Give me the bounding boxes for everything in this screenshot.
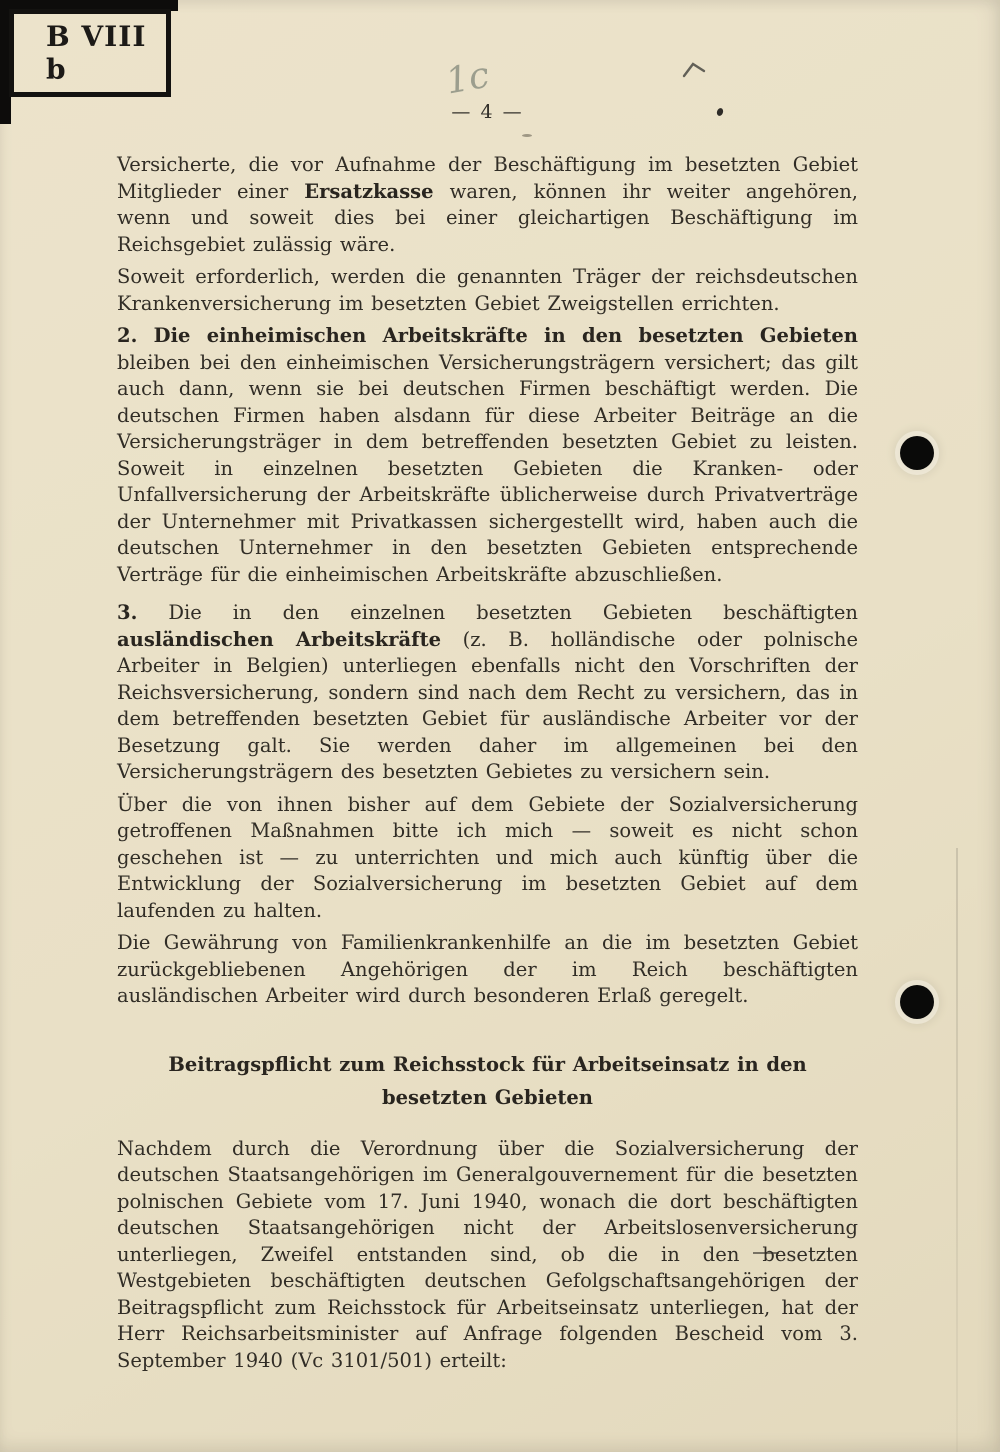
bold-run: ausländischen Arbeitskräfte <box>117 627 441 651</box>
heading-text: Beitragspflicht zum Reichsstock für Arbeitseinsatz in den besetzten Gebieten <box>168 1052 807 1109</box>
text-run: waren, können ihr weiter angehören, wenn und soweit dies bei einer gleichartigen Beschäftigung im Reichsgebiet zulässig wäre. <box>117 179 859 256</box>
bold-run: 3. <box>117 601 138 624</box>
hole-punch-top <box>900 436 934 470</box>
pencil-mark-icon <box>680 58 710 84</box>
paragraph-massnahmen <box>117 792 858 925</box>
text-run: Die in den einzelnen besetzten Gebieten beschäftigten <box>137 601 858 624</box>
pencil-speck <box>522 134 532 137</box>
section-heading <box>117 1048 858 1114</box>
hole-punch-bottom <box>900 985 934 1019</box>
text-run: Versicherte, die vor Aufnahme der Beschäftigung im besetzten Gebiet Mitglieder einer <box>117 153 858 203</box>
bold-run: Ersatzkasse <box>304 179 434 203</box>
paragraph-auslaendische-arbeitskraefte <box>117 600 858 786</box>
page-number: — 4 — <box>451 101 524 123</box>
paragraph-familienkrankenhilfe <box>117 930 858 1010</box>
corner-label: B VIII b <box>46 20 147 86</box>
text-run: Nachdem durch die Verordnung über die Sozialversicherung der deutschen Staatsangehörigen im Generalgouvernement für die besetzten polnischen Gebiete vom 17. Juni 1940, wonach die dort beschäftigten deutschen Staatsangehörigen nicht der Arbeitslosenversicherung unterliegen, Zweifel entstanden sind, ob die in den besetzten Westgebieten beschäftigten deutschen Gefolgschaftsangehörigen der Beitragspflicht zum Reichsstock für Arbeitseinsatz unterliegen, hat der Herr Reichsarbeitsminister auf Anfrage folgenden Bescheid vom 3. September 1940 (Vc 3101/501) erteilt: <box>117 1136 858 1372</box>
pencil-note: 1c <box>442 54 493 103</box>
text-run: Die Gewährung von Familienkrankenhilfe an die im besetzten Gebiet zurückgebliebenen Angehörigen der im Reich beschäftigten ausländischen Arbeiter wird durch besonderen Erlaß geregelt. <box>117 931 858 1007</box>
document-body <box>117 152 858 1380</box>
paragraph-ersatzkasse <box>117 152 858 258</box>
corner-label-box <box>9 9 171 97</box>
page-crease <box>956 848 958 1452</box>
paragraph-einheimische-arbeitskraefte <box>117 323 858 588</box>
paragraph-reichsstock-bescheid <box>117 1136 858 1375</box>
bold-run: 2. Die einheimischen Arbeitskräfte in den besetzten Gebieten <box>117 324 858 347</box>
text-run: (z. B. holländische oder polnische Arbeiter in Belgien) unterliegen ebenfalls nicht den Vorschriften der Reichsversicherung, sondern sind nach dem Recht zu versichern, das in dem betreffenden besetzten Gebiet für ausländische Arbeiter vor der Besetzung galt. Sie werden daher im allgemeinen bei den Versicherungsträgern des besetzten Gebietes zu versichern sein. <box>117 627 858 783</box>
text-run: Über die von ihnen bisher auf dem Gebiete der Sozialversicherung getroffenen Maßnahmen bitte ich mich — soweit es nicht schon geschehen ist — zu unterrichten und mich auch künftig über die Entwicklung der Sozialversicherung im besetzten Gebiet auf dem laufenden zu halten. <box>117 792 858 922</box>
text-run: Soweit erforderlich, werden die genannten Träger der reichsdeutschen Krankenversicherung im besetzten Gebiet Zweigstellen errichten. <box>117 265 858 315</box>
paragraph-zweigstellen <box>117 264 858 317</box>
text-run: bleiben bei den einheimischen Versicherungsträgern versichert; das gilt auch dann, wenn sie bei deutschen Firmen beschäftigt werden. Die deutschen Firmen haben alsdann für diese Arbeiter Beiträge an die Versicherungsträger in dem betreffenden besetzten Gebiet zu leisten. Soweit in einzelnen besetzten Gebieten die Kranken- oder Unfallversicherung der Arbeitskräfte üblicherweise durch Privatverträge der Unternehmer mit Privatkassen sichergestellt wird, haben auch die deutschen Unternehmer in den besetzten Gebieten entsprechende Verträge für die einheimischen Arbeitskräfte abzuschließen. <box>117 350 858 586</box>
